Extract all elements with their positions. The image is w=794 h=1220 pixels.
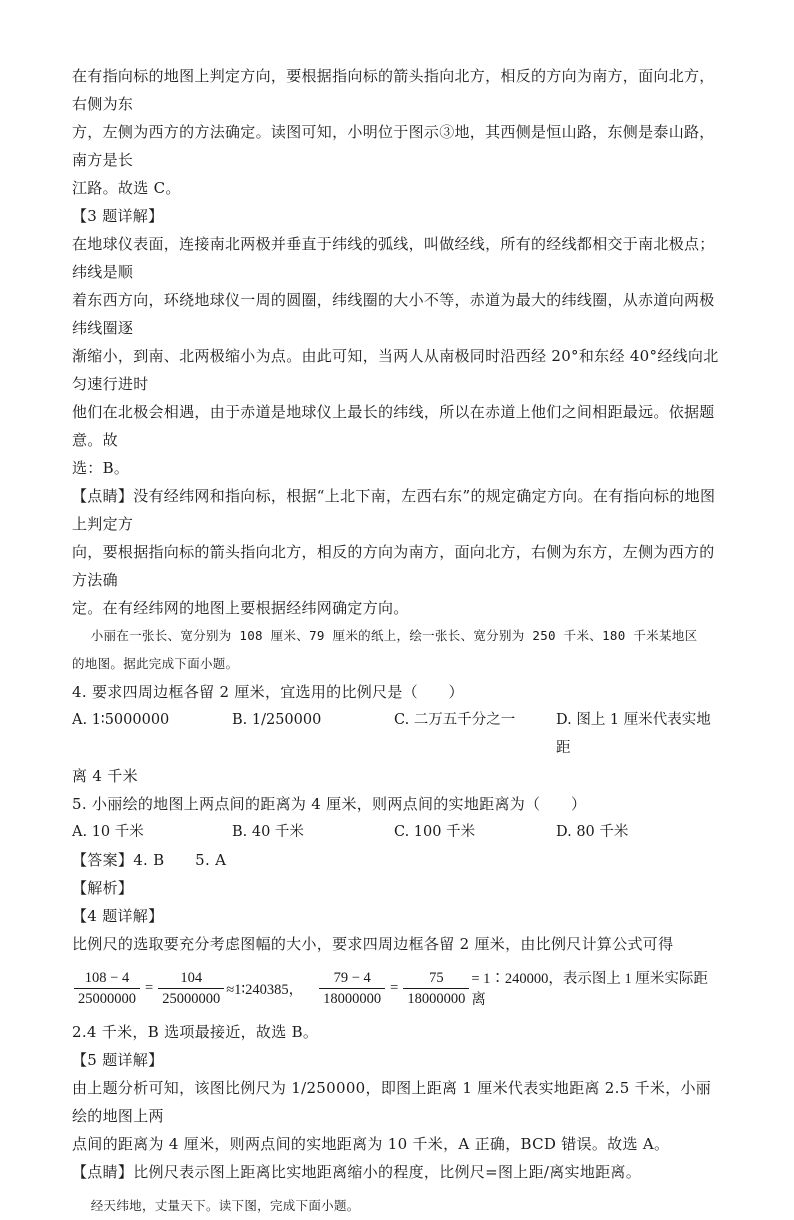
option-d-continued: 离 4 千米	[72, 767, 138, 785]
fraction	[403, 968, 469, 1009]
option-c: C. 二万五千分之一	[394, 712, 516, 728]
denominator: 25000000	[158, 988, 224, 1009]
text-line: 他们在北极会相遇，由于赤道是地球仪上最长的纬线，所以在赤道上他们之间相距最远。依据题意。故	[72, 403, 715, 449]
numerator: 104	[180, 969, 203, 986]
text-line: 选：B。	[72, 459, 130, 477]
option-a: A. 1∶5000000	[72, 712, 170, 728]
option-d: D. 图上 1 厘米代表实地距	[556, 712, 711, 756]
numerator: 79 − 4	[333, 969, 371, 986]
text-line: 定。在有经纬网的地图上要根据经纬网确定方向。	[72, 599, 409, 617]
option-b: B. 40 千米	[232, 824, 304, 840]
material-text: 经天纬地，丈量天下。读下图，完成下面小题。	[90, 1198, 360, 1213]
section-heading-q5: 【5 题详解】	[72, 1051, 164, 1069]
text-line: 在地球仪表面，连接南北两极并垂直于纬线的弧线，叫做经线，所有的经线都相交于南北极点；纬线是顺	[72, 235, 715, 281]
equals-sign: =	[145, 979, 154, 996]
text-line: 着东西方向，环绕地球仪一周的圆圈，纬线圈的大小不等，赤道为最大的纬线圈，从赤道向两极纬线圈逐	[72, 291, 715, 337]
text-line: 比例尺的选取要充分考虑图幅的大小，要求四周边框各留 2 厘米，由比例尺计算公式可得	[72, 935, 674, 953]
formula-result: = 1∶240000，表示图上 1 厘米实际距离	[471, 971, 708, 1008]
formula-line	[72, 958, 722, 1018]
text-line: 向，要根据指向标的箭头指向北方，相反的方向为南方，面向北方，右侧为东方，左侧为西方的方法确	[72, 543, 715, 589]
numerator: 108 − 4	[84, 969, 130, 986]
fraction	[158, 968, 224, 1009]
option-a: A. 10 千米	[72, 824, 144, 840]
fraction	[319, 968, 385, 1009]
option-b: B. 1/250000	[232, 712, 322, 728]
text-line: 在有指向标的地图上判定方向，要根据指向标的箭头指向北方，相反的方向为南方，面向北方，右侧为东	[72, 67, 715, 113]
text-line: 渐缩小，到南、北两极缩小为点。由此可知，当两人从南极同时沿西经 20°和东经 40°经线向北匀速行进时	[72, 347, 719, 393]
section-heading-q3: 【3 题详解】	[72, 207, 164, 225]
option-d: D. 80 千米	[556, 824, 629, 840]
denominator: 18000000	[319, 988, 385, 1009]
text-line: 方，左侧为西方的方法确定。读图可知，小明位于图示③地，其西侧是恒山路，东侧是泰山路，南方是长	[72, 123, 715, 169]
material-text: 小丽在一张长、宽分别为 108 厘米、79 厘米的纸上，绘一张长、宽分别为 250 千米、180 千米某地区	[90, 628, 698, 643]
denominator: 25000000	[74, 988, 140, 1009]
denominator: 18000000	[403, 988, 469, 1009]
answer-line: 【答案】4. B 5. A	[72, 851, 227, 869]
question-5: 5. 小丽绘的地图上两点间的距离为 4 厘米，则两点间的实地距离为（ ）	[72, 795, 587, 813]
numerator: 75	[429, 969, 444, 986]
fraction	[74, 968, 140, 1009]
question-4-options	[72, 706, 722, 762]
document-page	[72, 62, 722, 1220]
question-4: 4. 要求四周边框各留 2 厘米，宜选用的比例尺是（ ）	[72, 683, 464, 701]
question-5-options	[72, 818, 722, 846]
text-line: 2.4 千米，B 选项最接近，故选 B。	[72, 1023, 319, 1041]
equals-sign: =	[390, 979, 399, 996]
text-line: 由上题分析可知，该图比例尺为 1/250000，即图上距离 1 厘米代表实地距离 2.5 千米，小丽绘的地图上两	[72, 1079, 712, 1125]
formula-result: ≈1∶240385，	[226, 981, 304, 998]
option-c: C. 100 千米	[394, 824, 476, 840]
section-heading-q4: 【4 题详解】	[72, 907, 164, 925]
text-line: 江路。故选 C。	[72, 179, 181, 197]
tip-paragraph: 【点睛】没有经纬网和指向标，根据“上北下南，左西右东”的规定确定方向。在有指向标的地图上判定方	[72, 487, 716, 533]
analysis-heading: 【解析】	[72, 879, 134, 897]
tip-paragraph: 【点睛】比例尺表示图上距离比实地距离缩小的程度，比例尺=图上距/离实地距离。	[72, 1163, 642, 1181]
text-line: 点间的距离为 4 厘米，则两点间的实地距离为 10 千米，A 正确，BCD 错误。故选 A。	[72, 1135, 670, 1153]
material-text: 的地图。据此完成下面小题。	[72, 656, 239, 671]
